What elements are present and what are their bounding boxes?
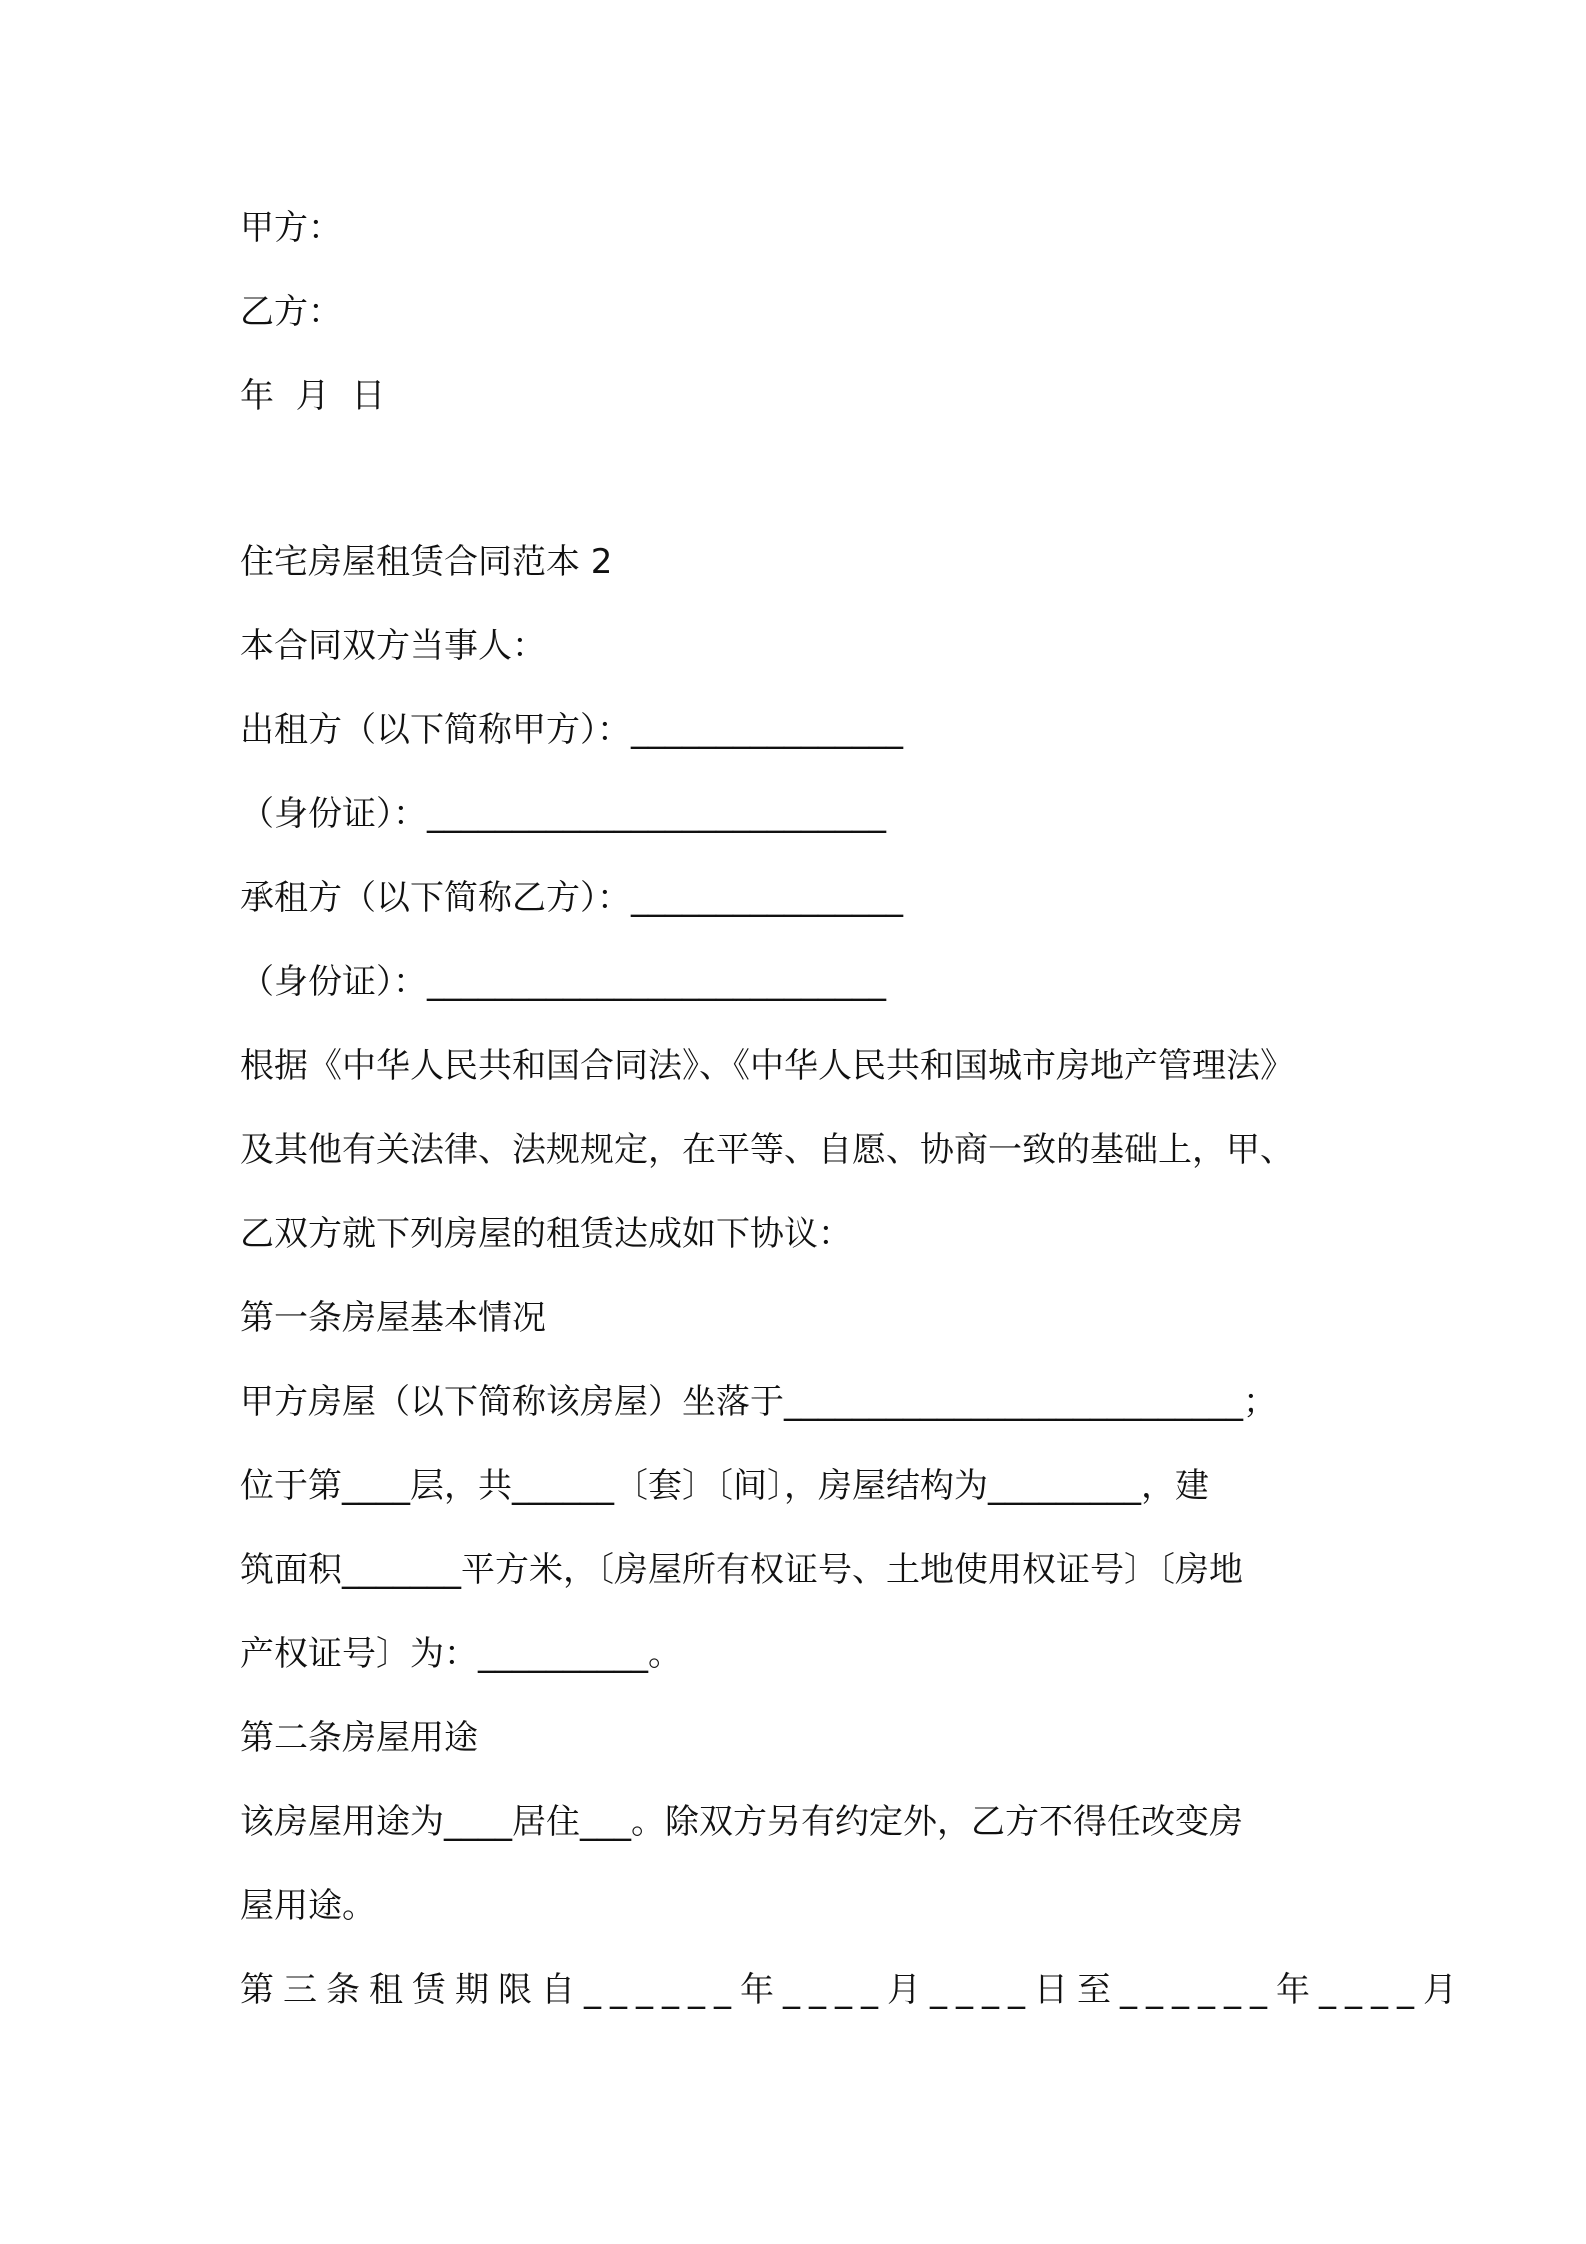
party-a-signature-line: 甲方： [240, 208, 342, 248]
party-b-signature-line: 乙方： [240, 292, 342, 332]
parties-heading: 本合同双方当事人： [240, 626, 546, 666]
article-1-line-4: 产权证号〕为：__________。 [240, 1634, 682, 1674]
article-1-line-1: 甲方房屋（以下简称该房屋）坐落于___________________________； [240, 1382, 1277, 1422]
lessor-line: 出租方（以下简称甲方）：________________ [240, 710, 903, 750]
article-2-line-2: 屋用途。 [240, 1886, 376, 1926]
lessee-line: 承租方（以下简称乙方）：________________ [240, 878, 903, 918]
article-2-line-1: 该房屋用途为____居住___。除双方另有约定外，乙方不得任改变房 [240, 1802, 1243, 1842]
preamble-line-2: 及其他有关法律、法规规定，在平等、自愿、协商一致的基础上，甲、 [240, 1130, 1294, 1170]
article-1-line-2: 位于第____层，共______〔套〕〔间〕，房屋结构为_________，建 [240, 1466, 1209, 1506]
article-3-line-1: 第三条租赁期限自______年____月____日至______年____月 [240, 1970, 1466, 2010]
article-1-line-3: 筑面积_______平方米，〔房屋所有权证号、土地使用权证号〕〔房地 [240, 1550, 1243, 1590]
article-1-heading: 第一条房屋基本情况 [240, 1298, 546, 1338]
lessor-id-line: （身份证）：___________________________ [240, 794, 886, 834]
date-line: 年 月 日 [240, 376, 386, 416]
preamble-line-3: 乙双方就下列房屋的租赁达成如下协议： [240, 1214, 852, 1254]
contract-title: 住宅房屋租赁合同范本 2 [240, 542, 613, 582]
article-2-heading: 第二条房屋用途 [240, 1718, 478, 1758]
preamble-line-1: 根据《中华人民共和国合同法》、《中华人民共和国城市房地产管理法》 [240, 1046, 1294, 1086]
lessee-id-line: （身份证）：___________________________ [240, 962, 886, 1002]
